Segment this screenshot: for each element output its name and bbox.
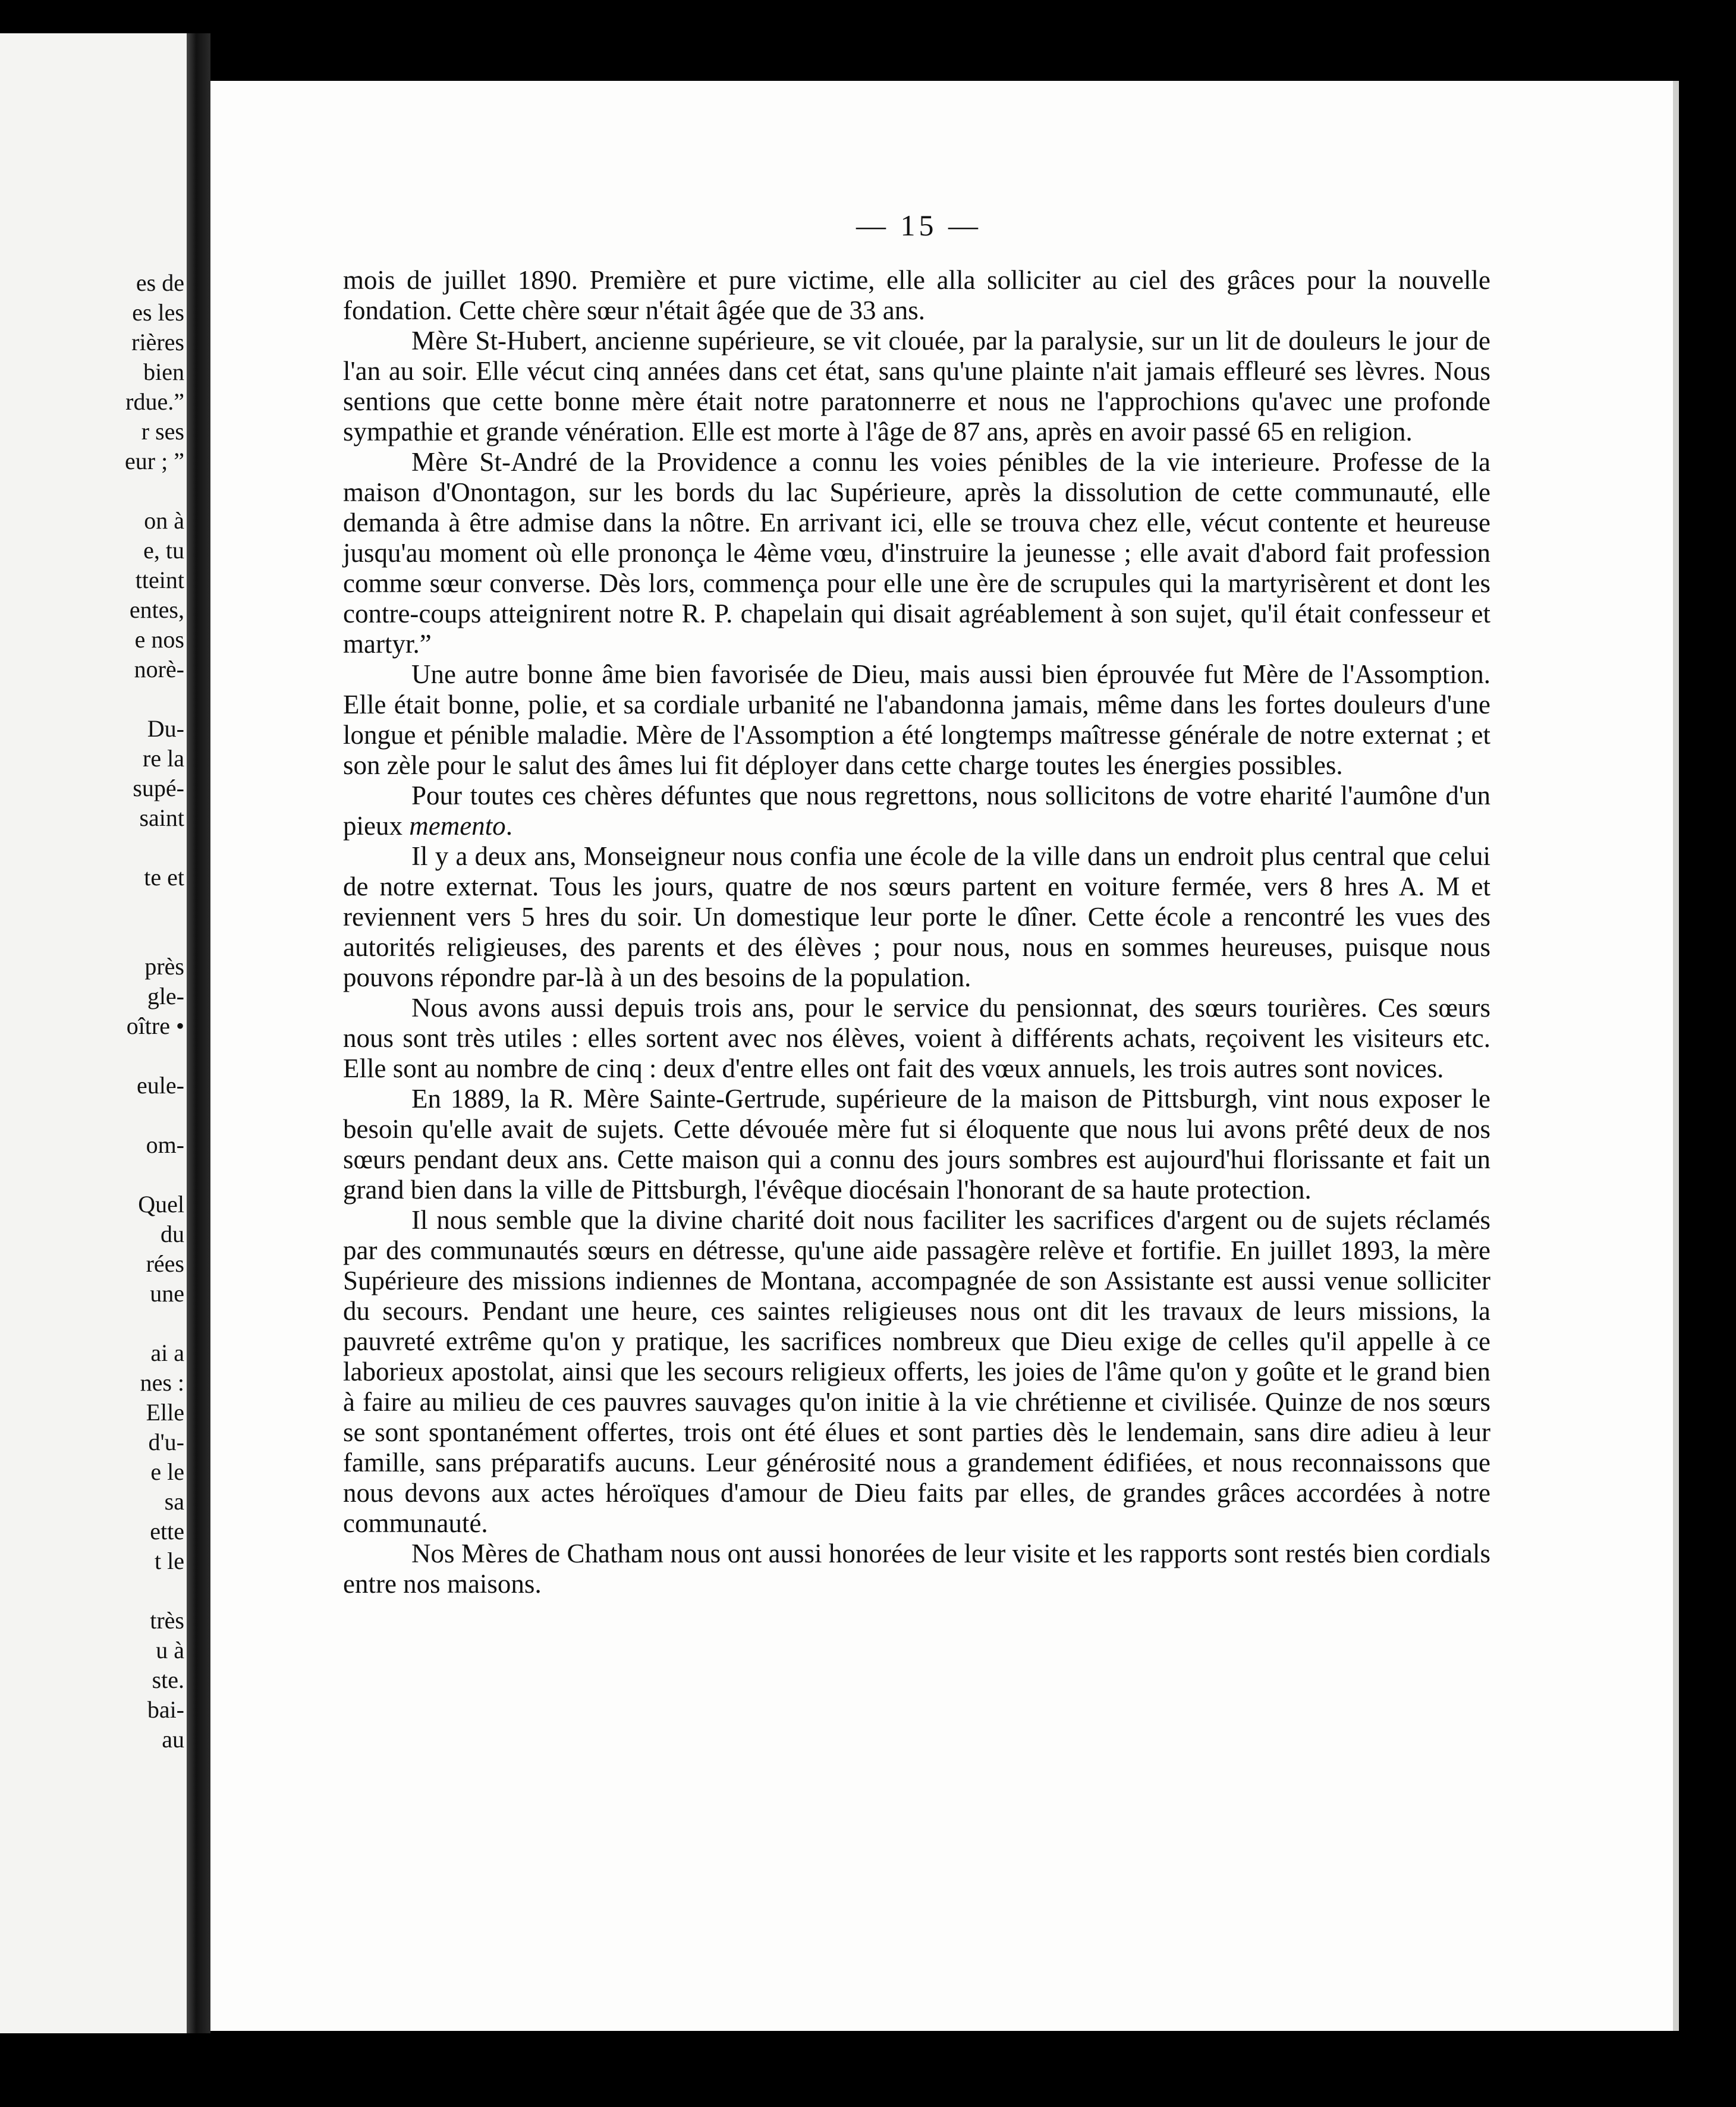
left-page-line-fragment: d'u- bbox=[148, 1429, 184, 1455]
left-page-line-fragment: re la bbox=[143, 745, 184, 772]
left-page-line-fragment: ette bbox=[150, 1518, 184, 1545]
left-page-line-fragment: ai a bbox=[150, 1339, 184, 1366]
left-page-line-fragment: rdue.” bbox=[125, 388, 184, 415]
body-paragraph: Nos Mères de Chatham nous ont aussi honorées de leur visite et les rapports sont restés bien cordials entre nos maisons. bbox=[343, 1539, 1490, 1599]
left-page-line-fragment: es de bbox=[136, 269, 184, 296]
left-page-line-fragment: rées bbox=[146, 1250, 184, 1277]
left-page-line-fragment: près bbox=[144, 953, 184, 980]
left-page-line-fragment: Elle bbox=[146, 1399, 184, 1426]
left-page-line-fragment: tteint bbox=[135, 567, 184, 593]
left-page-line-fragment: du bbox=[161, 1221, 184, 1247]
left-page-line-fragment: nes : bbox=[140, 1369, 184, 1396]
page-body-text bbox=[343, 265, 1490, 1599]
left-page-line-fragment: entes, bbox=[129, 596, 184, 623]
body-paragraph: Il y a deux ans, Monseigneur nous confia une école de la ville dans un endroit plus central que celui de notre externat. Tous les jours, quatre de nos sœurs partent en voiture fermée, vers 8 hres A. M et reviennent vers 5 hres du soir. Un domestique leur porte le dîner. Cette école a rencontré les vues des autorités religieuses, des parents et des élèves ; pour nous, nous en sommes heureuses, puisque nous pouvons répondre par-là à un des besoins de la population. bbox=[343, 841, 1490, 992]
left-page-line-fragment: norè- bbox=[134, 656, 184, 683]
left-page-line-fragment: ste. bbox=[152, 1666, 184, 1693]
left-page-line-fragment: sa bbox=[164, 1488, 184, 1515]
left-page-line-fragment: Du- bbox=[147, 715, 184, 742]
left-page-line-fragment: e nos bbox=[134, 626, 184, 653]
left-page-line-fragment: oître • bbox=[126, 1012, 184, 1039]
left-page-line-fragment: saint bbox=[139, 804, 184, 831]
left-page-line-fragment: t le bbox=[155, 1548, 184, 1574]
body-paragraph: Mère St-André de la Providence a connu les voies pénibles de la vie interieure. Professe de la maison d'Onontagon, sur les bords du lac Supérieure, après la dissolution de cette communauté, elle demanda à être admise dans la nôtre. En arrivant ici, elle se trouva chez elle, vécut contente et heureuse jusqu'au moment où elle prononça le 4ème vœu, d'instruire la jeunesse ; elle avait d'abord fait profession comme sœur converse. Dès lors, commença pour elle une ère de scrupules qui la martyrisèrent et dont les contre-coups atteignirent notre R. P. chapelain qui disait agréablement à son sujet, qu'il était confesseur et martyr.” bbox=[343, 447, 1490, 659]
book-gutter bbox=[187, 33, 210, 2033]
left-page-line-fragment: eule- bbox=[137, 1072, 184, 1099]
left-page-line-fragment: gle- bbox=[147, 983, 184, 1010]
left-page bbox=[0, 33, 187, 2033]
left-page-line-fragment: eur ; ” bbox=[125, 448, 184, 474]
left-page-line-fragment: om- bbox=[146, 1131, 184, 1158]
body-paragraph: En 1889, la R. Mère Sainte-Gertrude, supérieure de la maison de Pittsburgh, vint nous exposer le besoin qu'elle avait de sujets. Cette dévouée mère fut si éloquente que nous lui avons prêté deux de nos sœurs pendant deux ans. Cette maison qui a connu des jours sombres est aujourd'hui florissante et fait un grand bien dans la ville de Pittsburgh, l'évêque diocésain l'honorant de sa haute protection. bbox=[343, 1084, 1490, 1205]
body-paragraph: Une autre bonne âme bien favorisée de Dieu, mais aussi bien éprouvée fut Mère de l'Assomption. Elle était bonne, polie, et sa cordiale urbanité ne l'abandonna jamais, même dans les fortes douleurs d'une longue et pénible maladie. Mère de l'Assomption a été longtemps maîtresse générale de notre externat ; et son zèle pour le salut des âmes lui fit déployer dans cette charge toutes les énergies possibles. bbox=[343, 659, 1490, 780]
body-paragraph: Nous avons aussi depuis trois ans, pour le service du pensionnat, des sœurs tourières. Ces sœurs nous sont très utiles : elles sortent avec nos élèves, voient à différents achats, reçoivent les visiteurs etc. Elle sont au nombre de cinq : deux d'entre elles ont fait des vœux annuels, les trois autres sont novices. bbox=[343, 993, 1490, 1083]
left-page-line-fragment: te et bbox=[144, 864, 184, 891]
left-page-cut-text bbox=[0, 268, 187, 1753]
body-paragraph: Mère St-Hubert, ancienne supérieure, se vit clouée, par la paralysie, sur un lit de douleurs le jour de l'an au soir. Elle vécut cinq années dans cet état, sans qu'une plainte n'ait jamais effleuré ses lèvres. Nous sentions que cette bonne mère était notre paratonnerre et nous ne l'approchions qu'avec une profonde sympathie et grande vénération. Elle est morte à l'âge de 87 ans, après en avoir passé 65 en religion. bbox=[343, 326, 1490, 446]
left-page-line-fragment: une bbox=[150, 1280, 184, 1307]
left-page-line-fragment: très bbox=[150, 1607, 184, 1634]
left-page-line-fragment: on à bbox=[144, 507, 184, 534]
body-paragraph: Il nous semble que la divine charité doit nous faciliter les sacrifices d'argent ou de sujets réclamés par des communautés sœurs en détresse, qu'une aide passagère relève et fortifie. En juillet 1893, la mère Supérieure des missions indiennes de Montana, accompagnée de son Assistante est aussi venue solliciter du secours. Pendant une heure, ces saintes religieuses nous ont dit les travaux de leurs missions, la pauvreté extrême qu'on y pratique, les sacrifices nombreux que Dieu exige de celles qu'il appelle à ce laborieux apostolat, ainsi que les secours religieux offerts, les joies de l'âme qu'on y goûte et le grand bien à faire au milieu de ces pauvres sauvages qu'on initie à la vie chrétienne et civilisée. Quinze de nos sœurs se sont spontanément offertes, trois ont été élues et sont parties dès le lendemain, sans dire adieu à leur famille, sans préparatifs aucuns. Leur générosité nous a grandement édifiées, et nous reconnaissons que nous devons aux actes héroïques d'amour de Dieu faits par elles, de grandes grâces accordées à notre communauté. bbox=[343, 1205, 1490, 1538]
body-paragraph: mois de juillet 1890. Première et pure victime, elle alla solliciter au ciel des grâces pour la nouvelle fondation. Cette chère sœur n'était âgée que de 33 ans. bbox=[343, 265, 1490, 325]
left-page-line-fragment: u à bbox=[156, 1637, 184, 1663]
left-page-line-fragment: bien bbox=[143, 358, 184, 385]
left-page-line-fragment: bai- bbox=[147, 1696, 184, 1723]
left-page-line-fragment: au bbox=[162, 1726, 184, 1753]
page-number: — 15 — bbox=[856, 209, 982, 242]
left-page-line-fragment: r ses bbox=[141, 418, 184, 445]
left-page-line-fragment: rières bbox=[131, 329, 184, 356]
left-page-line-fragment: e, tu bbox=[143, 537, 184, 564]
left-page-line-fragment: supé- bbox=[133, 775, 184, 801]
left-page-line-fragment: Quel bbox=[138, 1191, 184, 1218]
left-page-line-fragment: e le bbox=[150, 1458, 184, 1485]
body-paragraph: Pour toutes ces chères défuntes que nous regrettons, nous sollicitons de votre eharité l'aumône d'un pieux memento. bbox=[343, 781, 1490, 841]
left-page-line-fragment: es les bbox=[132, 299, 184, 326]
